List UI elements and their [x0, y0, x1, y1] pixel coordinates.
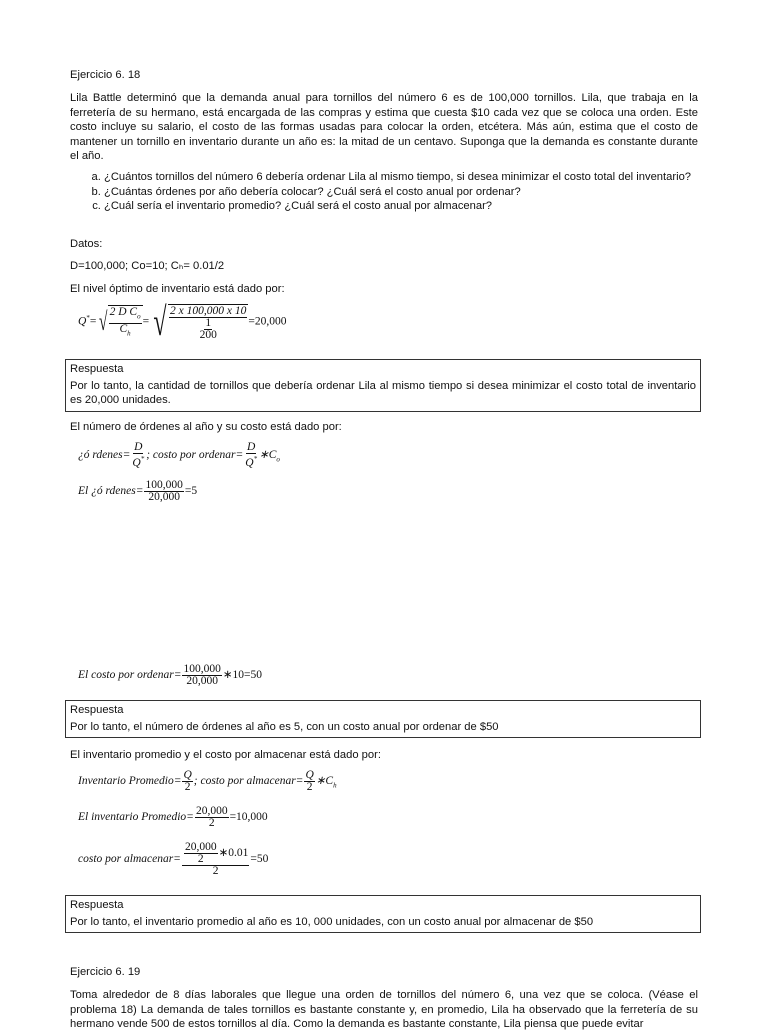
exercise-statement-2: Toma alrededor de 8 días laborales que llegue una orden de tornillos del número 6, una vez que se coloca. (Véase el problema 18) La demanda de tales tornillos es bastante constante y, en promedio, Lila ha observado que la ferretería de su hermano vende 500 de estos tornillos al día. Como la demanda es bastante constante, Lila piensa que puede evitar — [70, 989, 698, 1031]
answer-title: Respuesta — [70, 899, 124, 911]
answer-text: Por lo tanto, el número de órdenes al año es 5, con un costo anual por ordenar de $50 — [70, 720, 499, 733]
answer-box-2 — [65, 700, 701, 738]
ordenes-text: El número de órdenes al año y su costo está dado por: — [70, 421, 342, 433]
exercise-title: Ejercicio 6. 18 — [70, 69, 141, 81]
costo-almacenar-formula: costo por almacenar= $\frac{20,000}{2}$ ∗0.01 2 =50 — [78, 841, 269, 877]
datos-label: Datos: — [70, 238, 103, 250]
inventario-formula: Inventario Promedio= $\frac{Q}{2}$ ; costo por almacenar= $\frac{Q}{2}$ $∗C_h$ — [78, 769, 337, 793]
ordenes-formula: ¿ó rdenes= $\frac{D}{Q^*}$ ; costo por ordenar= $\frac{D}{Q^*}$ $∗C_o$ — [78, 441, 280, 469]
costo-ordenar-formula: El costo por ordenar= $\frac{100,000}{20,000}$ ∗10=50 — [78, 663, 262, 687]
inventario-text: El inventario promedio y el costo por almacenar está dado por: — [70, 749, 381, 761]
question-list — [70, 170, 698, 214]
exercise-title-2: Ejercicio 6. 19 — [70, 966, 141, 978]
eoq-formula: Q*= √ $\frac{2 D C_o}{C_h}$ = √ $\frac{2 x 100,000 x 10}{\frac{1}{200}}$ =20,000 — [78, 299, 287, 344]
answer-box-3 — [65, 895, 701, 933]
el-inventario-formula: El inventario Promedio= $\frac{20,000}{2}$ =10,000 — [78, 805, 268, 829]
question-c: c. ¿Cuál sería el inventario promedio? ¿Cuál será el costo anual por almacenar? — [104, 199, 698, 214]
exercise-statement: Lila Battle determinó que la demanda anual para tornillos del número 6 es de 100,000 tornillos. Lila, que trabaja en la ferretería de su hermano, está encargada de las compras y estima que cuesta $10 cada vez que se coloca una orden. Este costo incluye su salario, el costo de las formas usadas para colocar la orden, etcétera. Más aún, estima que el costo de mantener un tornillo en inventario durante un año es: la mitad de un centavo. Suponga que la demanda es constante durante el año. — [70, 92, 698, 163]
answer-text: Por lo tanto, el inventario promedio al año es 10, 000 unidades, con un costo anual por almacenar de $50 — [70, 915, 594, 928]
answer-box-1 — [65, 359, 701, 412]
answer-text: Por lo tanto, la cantidad de tornillos que debería ordenar Lila al mismo tiempo si desea minimizar el costo total de inventario es 20,000 unidades. — [70, 379, 696, 407]
answer-title: Respuesta — [70, 704, 124, 716]
answer-title: Respuesta — [70, 363, 124, 375]
question-b: b. ¿Cuántas órdenes por año debería colocar? ¿Cuál será el costo anual por ordenar? — [104, 185, 698, 200]
nivel-text: El nivel óptimo de inventario está dado por: — [70, 283, 285, 295]
question-a: a. ¿Cuántos tornillos del número 6 debería ordenar Lila al mismo tiempo, si desea minimizar el costo total del inventario? — [104, 170, 698, 185]
datos-values: D=100,000; Co=10; Cₕ= 0.01/2 — [70, 260, 225, 272]
el-ordenes-formula: El ¿ó rdenes= $\frac{100,000}{20,000}$ =5 — [78, 479, 198, 503]
